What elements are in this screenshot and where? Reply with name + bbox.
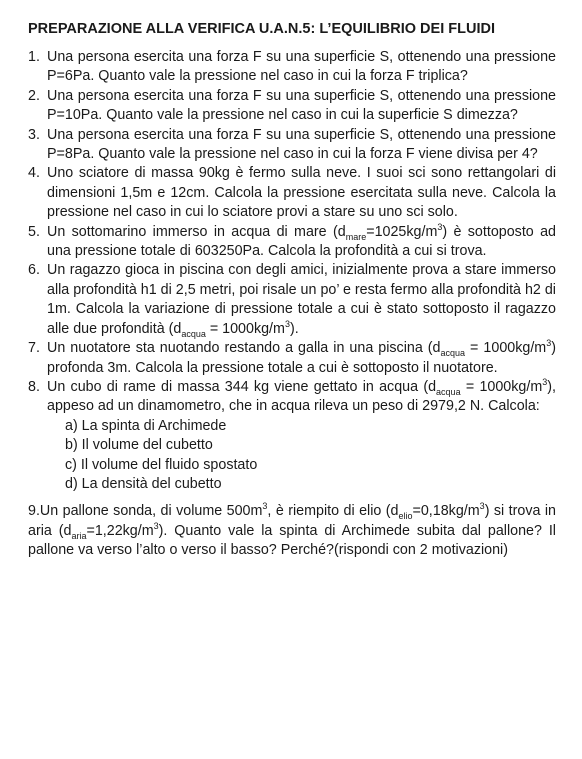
exponent: 3 (542, 377, 548, 388)
problem-text: ). (289, 320, 299, 337)
worksheet-title: PREPARAZIONE ALLA VERIFICA U.A.N.5: L’EQUILIBRIO DEI FLUIDI (28, 21, 495, 37)
problem-3 (28, 126, 556, 165)
problem-number: 2. (28, 87, 40, 104)
problem-number: 3. (28, 126, 40, 143)
problem-text: 9.Un pallone sonda, di volume 500m (28, 503, 263, 520)
density-subscript: acqua (181, 328, 206, 339)
problem-9 (28, 502, 556, 560)
sub-question: d) La densità del cubetto (65, 475, 222, 492)
problem-text: ). Quanto vale la spinta di Archimede subita dal pallone? Il pallone va verso l’alto o verso il basso? Perché?(rispondi con 2 motivazioni) (28, 522, 556, 559)
density-subscript: acqua (440, 347, 466, 358)
sub-question: c) Il volume del fluido spostato (65, 456, 258, 473)
problem-text: = 1000kg/m (460, 378, 543, 395)
problem-text: =0,18kg/m (412, 503, 480, 520)
problem-text: Un nuotatore sta nuotando restando a galla in una piscina (d (47, 340, 441, 357)
problem-number: 5. (28, 223, 40, 240)
density-subscript: mare (345, 231, 367, 242)
problem-list (28, 48, 556, 494)
problem-text: ), appeso ad un dinamometro, che in acqua rileva un peso di 2979,2 N. Calcola: (47, 378, 556, 415)
problem-text: Un ragazzo gioca in piscina con degli amici, inizialmente prova a stare immerso alla profondità h1 di 2,5 metri, poi risale un po’ e resta fermo alla profondità h2 di 1m. Calcola la variazione di pressione totale a cui è stato sottoposto il ragazzo alle due profondità (d (47, 262, 556, 337)
problem-text: ) è sottoposto ad una pressione totale di 603250Pa. Calcola la profondità a cui si trova. (47, 223, 556, 260)
problem-text: , è riempito di elio (d (267, 503, 399, 520)
problem-text: =1,22kg/m (86, 522, 154, 539)
exponent: 3 (437, 221, 443, 232)
problem-text: ) si trova in aria (d (28, 503, 556, 539)
problem-text: ) profonda 3m. Calcola la pressione totale a cui è sottoposto il nuotatore. (47, 340, 556, 376)
problem-number: 4. (28, 165, 40, 182)
problem-text: Un sottomarino immerso in acqua di mare (d (47, 223, 346, 240)
exponent: 3 (153, 520, 159, 531)
problem-number: 1. (28, 49, 40, 65)
problem-number: 8. (28, 378, 40, 395)
sub-question: b) Il volume del cubetto (65, 437, 213, 454)
problem-6 (28, 261, 556, 339)
exponent: 3 (546, 338, 552, 349)
problem-2 (28, 87, 556, 126)
problem-text: Una persona esercita una forza F su una superficie S, ottenendo una pressione P=8Pa. Quanto vale la pressione nel caso in cui la forza F viene divisa per 4? (47, 126, 556, 163)
density-subscript: acqua (436, 386, 461, 397)
problem-5 (28, 223, 556, 262)
sub-question: a) La spinta di Archimede (65, 417, 227, 434)
problem-text: =1025kg/m (366, 223, 438, 240)
sub-question-list (47, 417, 556, 495)
exponent: 3 (479, 501, 485, 512)
problem-number: 7. (28, 340, 40, 357)
problem-1 (28, 48, 556, 87)
problem-text: Una persona esercita una forza F su una superficie S, ottenendo una pressione P=10Pa. Quanto vale la pressione nel caso in cui la superficie S dimezza? (47, 87, 556, 124)
density-subscript: elio (398, 511, 413, 522)
density-subscript: aria (71, 530, 87, 541)
exponent: 3 (262, 501, 268, 512)
problem-text: = 1000kg/m (465, 340, 547, 357)
problem-number: 6. (28, 262, 40, 279)
problem-text: Una persona esercita una forza F su una superficie S, ottenendo una pressione P=6Pa. Quanto vale la pressione nel caso in cui la forza F triplica? (47, 49, 556, 85)
problem-text: Un cubo di rame di massa 344 kg viene gettato in acqua (d (47, 378, 437, 395)
problem-8 (28, 378, 556, 494)
problem-text: = 1000kg/m (205, 320, 285, 337)
problem-7 (28, 339, 556, 378)
problem-4 (28, 164, 556, 222)
problem-text: Uno sciatore di massa 90kg è fermo sulla neve. I suoi sci sono rettangolari di dimensioni 1,5m e 12cm. Calcola la pressione esercitata sulla neve. Calcola la pressione nel caso in cui lo sciatore provi a stare su uno sci solo. (47, 165, 556, 221)
exponent: 3 (284, 318, 290, 329)
